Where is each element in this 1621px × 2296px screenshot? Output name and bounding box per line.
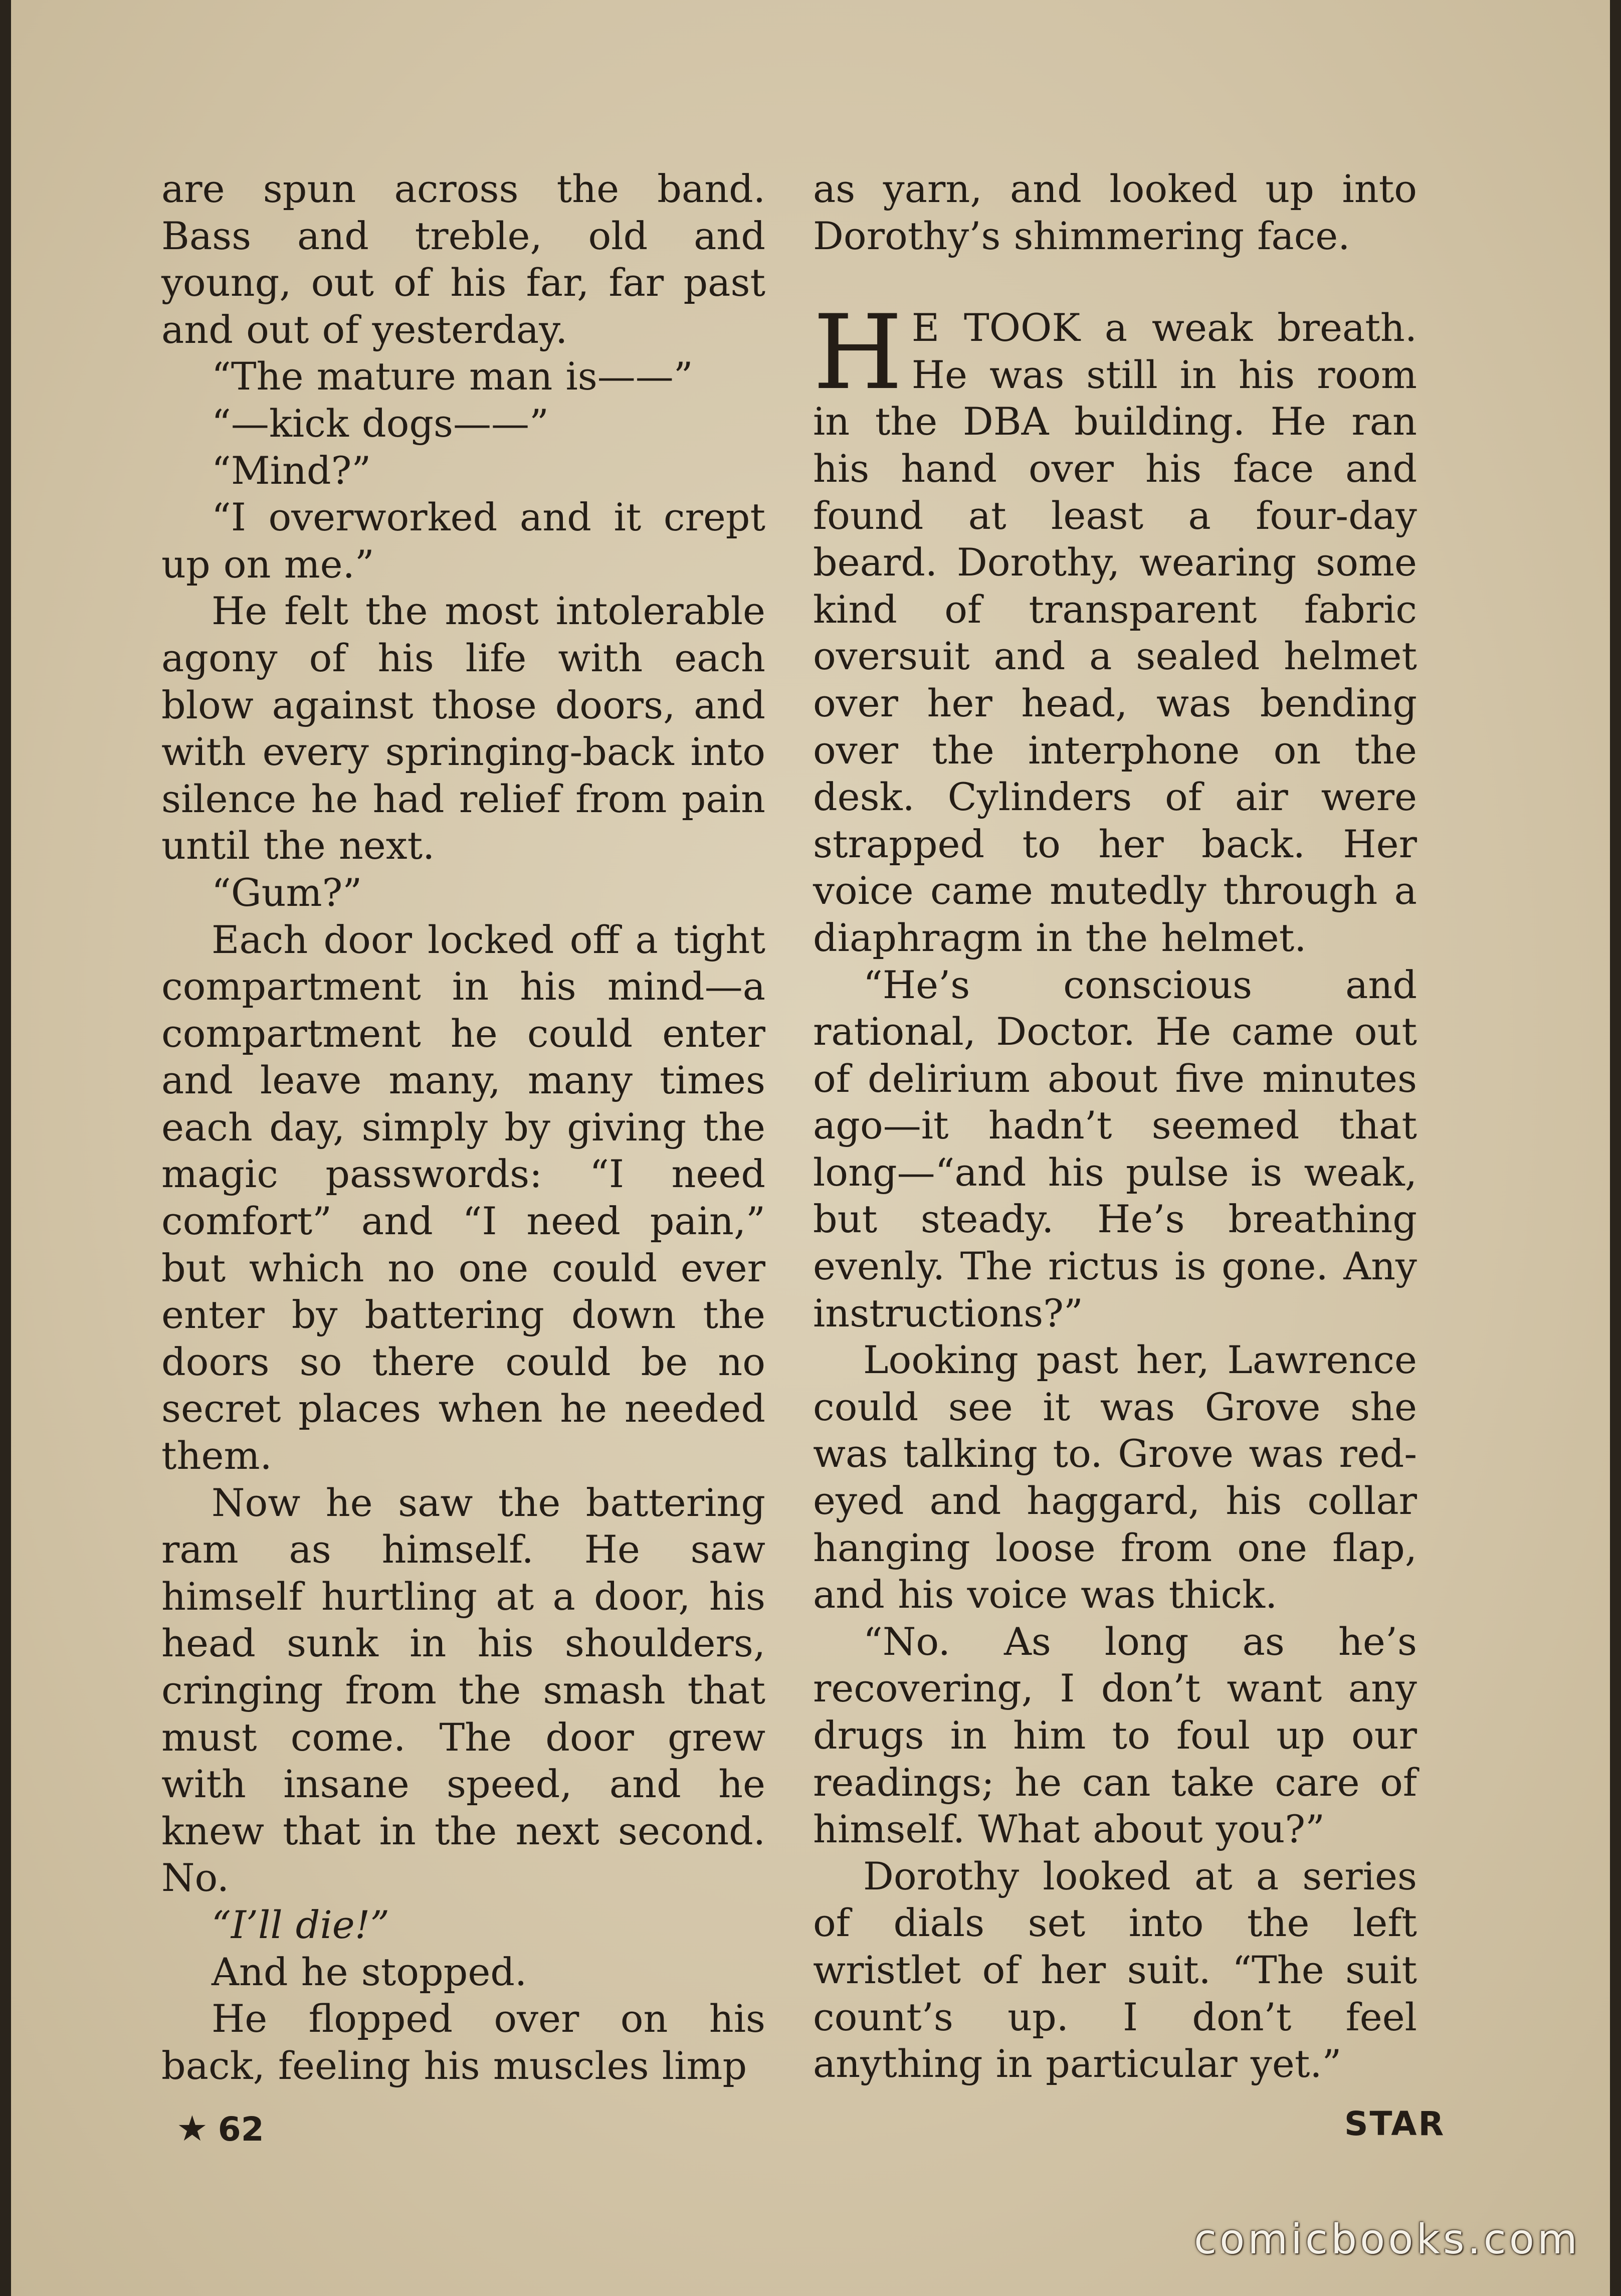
paragraph-italic: “I’ll die!” — [212, 1902, 390, 1947]
paragraph: as yarn, and looked up into Dorothy’s shimmering face. — [813, 166, 1417, 258]
paragraph: “No. As long as he’s recovering, I don’t want any drugs in him to foul up our readings; he can take care of himself. What about you?” — [813, 1619, 1417, 1852]
star-icon: ★ — [176, 2108, 208, 2149]
section-opening-paragraph — [813, 293, 1417, 961]
paragraph: “He’s conscious and rational, Doctor. He came out of delirium about five minutes ago—it hadn’t seemed that long—“and his pulse is weak, but steady. He’s breathing evenly. The rictus is gone. Any instructions?” — [813, 962, 1417, 1335]
book-page — [11, 0, 1610, 2296]
drop-cap: H — [813, 293, 903, 413]
paragraph: He felt the most intolerable agony of his life with each blow against those doors, and with every springing-back into silence he had relief from pain until the next. — [161, 589, 765, 868]
paragraph: “The mature man is——” — [212, 354, 693, 399]
paragraph: And he stopped. — [212, 1949, 527, 1994]
watermark: comicbooks.com — [1194, 2216, 1580, 2263]
paragraph: He flopped over on his back, feeling his muscles limp — [161, 1996, 765, 2088]
page-number — [176, 2108, 264, 2149]
paragraph: Dorothy looked at a series of dials set into the left wristlet of her suit. “The suit count’s up. I don’t feel anything in particular yet.” — [813, 1853, 1417, 2086]
paragraph: “Gum?” — [212, 870, 362, 915]
page-number-text: 62 — [218, 2110, 264, 2149]
left-text-column — [161, 165, 765, 2089]
paragraph: “Mind?” — [212, 448, 371, 493]
running-title: STAR — [1344, 2104, 1446, 2143]
paragraph: Each door locked off a tight compartment in his mind—a compartment he could enter and leave many, many times each day, simply by giving the magic passwords: “I need comfort” and “I need pain,” but which no one could ever enter by battering down the doors so there could be no secret places when he needed them. — [161, 917, 765, 1478]
right-text-column — [813, 165, 1417, 2087]
paragraph: Now he saw the battering ram as himself. He saw himself hurtling at a door, his head sunk in his shoulders, cringing from the smash that must come. The door grew with insane speed, and he knew that in the next second. No. — [161, 1480, 765, 1900]
paragraph: Looking past her, Lawrence could see it was Grove she was talking to. Grove was red-eyed and haggard, his collar hanging loose from one flap, and his voice was thick. — [813, 1337, 1417, 1617]
paragraph: “—kick dogs——” — [212, 401, 549, 446]
paragraph: are spun across the band. Bass and treble, old and young, out of his far, far past and out of yesterday. — [161, 166, 765, 352]
paragraph: “I overworked and it crept up on me.” — [161, 495, 765, 587]
section-opening-text: E TOOK a weak breath. He was still in his room in the DBA building. He ran his hand over his face and found at least a four-day beard. Dorothy, wearing some kind of transparent fabric oversuit and a sealed helmet over her head, was bending over the interphone on the desk. Cylinders of air were strapped to her back. Her voice came mutedly through a diaphragm in the helmet. — [813, 305, 1417, 960]
